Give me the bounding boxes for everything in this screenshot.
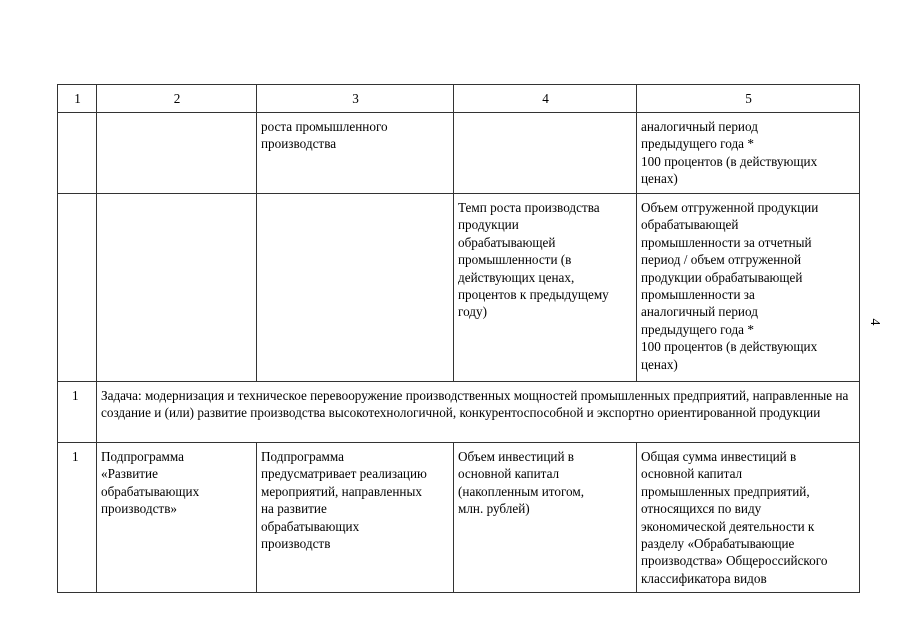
table-cell: Подпрограмма предусматривает реализацию мероприятий, направленных на развитие обрабатывающих производств [257, 443, 454, 593]
header-cell: 4 [454, 85, 637, 113]
row-number-cell: 1 [58, 443, 97, 593]
table-cell: Темп роста производства продукции обрабатывающей промышленности (в действующих ценах, процентов к предыдущему году) [454, 194, 637, 382]
row-number-cell: 1 [58, 382, 97, 443]
table-row [58, 443, 860, 593]
table-cell [454, 113, 637, 194]
document-table [57, 84, 860, 593]
table-cell [58, 194, 97, 382]
header-cell: 5 [637, 85, 860, 113]
table-cell [58, 113, 97, 194]
table-header-row [58, 85, 860, 113]
task-row [58, 382, 860, 443]
table-cell [257, 194, 454, 382]
table-row [58, 113, 860, 194]
table-cell [97, 194, 257, 382]
task-cell: Задача: модернизация и техническое перевооружение производственных мощностей промышленных предприятий, направленные на создание и (или) развитие производства высокотехнологичной, конкурентоспособной и экспортно ориентированной продукции [97, 382, 860, 443]
table-row [58, 194, 860, 382]
table-cell: роста промышленного производства [257, 113, 454, 194]
table-cell: аналогичный период предыдущего года * 100 процентов (в действующих ценах) [637, 113, 860, 194]
header-cell: 1 [58, 85, 97, 113]
table-cell: Подпрограмма «Развитие обрабатывающих производств» [97, 443, 257, 593]
table-cell: Общая сумма инвестиций в основной капитал промышленных предприятий, относящихся по виду экономической деятельности к разделу «Обрабатывающие производства» Общероссийского классификатора видов [637, 443, 860, 593]
table-cell: Объем отгруженной продукции обрабатывающей промышленности за отчетный период / объем отгруженной продукции обрабатывающей промышленности за аналогичный период предыдущего года * 100 процентов (в действующих ценах) [637, 194, 860, 382]
header-cell: 2 [97, 85, 257, 113]
header-cell: 3 [257, 85, 454, 113]
table-cell: Объем инвестиций в основной капитал (накопленным итогом, млн. рублей) [454, 443, 637, 593]
page-number: 4 [867, 318, 882, 326]
table-cell [97, 113, 257, 194]
